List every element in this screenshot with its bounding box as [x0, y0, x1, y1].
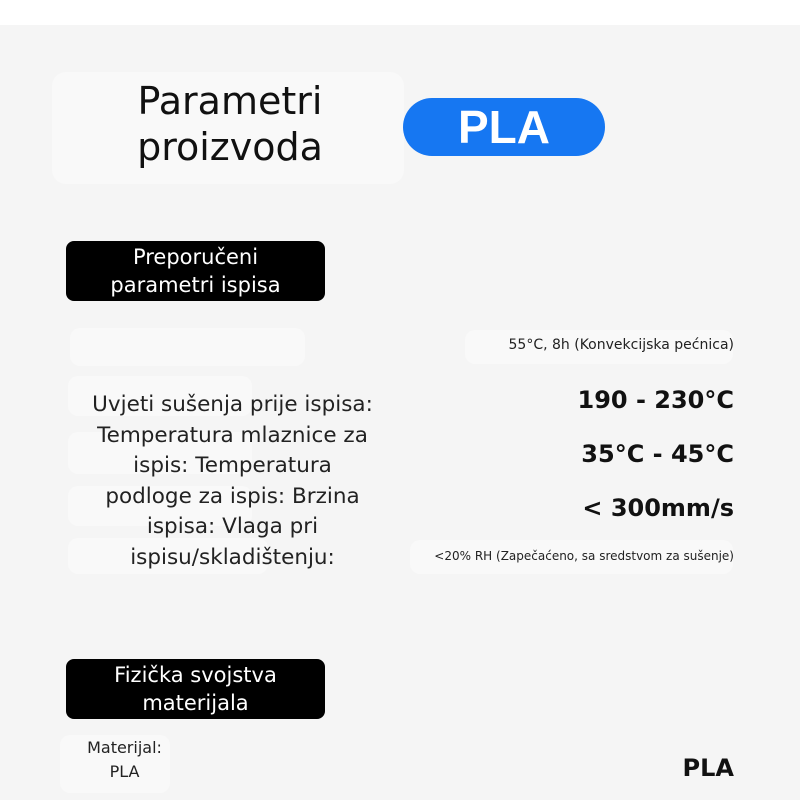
material-props-header-line2: materijala	[142, 691, 249, 715]
param-label-line: ispisa: Vlaga pri	[146, 514, 319, 539]
print-params-header-line1: Preporučeni	[132, 245, 259, 269]
param-label-line: Uvjeti sušenja prije ispisa:	[92, 392, 373, 417]
top-strip	[0, 0, 800, 25]
print-speed-value: < 300mm/s	[582, 494, 734, 522]
param-label-line: ispisu/skladištenju:	[130, 544, 335, 570]
nozzle-temp-value: 190 - 230°C	[577, 386, 734, 414]
humidity-value: <20% RH (Zapečaćeno, sa sredstvom za sušenje)	[434, 549, 734, 563]
param-label-line: Temperatura mlaznice za	[97, 422, 368, 448]
drying-value: 55°C, 8h (Konvekcijska pećnica)	[508, 337, 734, 353]
material-label-line1: Materijal:	[87, 738, 162, 757]
param-label-line: ispis: Temperatura	[133, 453, 332, 478]
material-value: PLA	[682, 754, 734, 782]
material-props-header	[66, 659, 325, 719]
print-params-header	[66, 241, 325, 301]
page-title-line2: proizvoda	[137, 125, 323, 169]
print-params-header-line2: parametri ispisa	[110, 273, 281, 297]
page-title-line1: Parametri	[137, 79, 323, 123]
param-label-line: podloge za ispis: Brzina	[105, 483, 360, 509]
material-props-header-line1: Fizička svojstva	[114, 663, 277, 687]
material-label	[72, 736, 177, 784]
material-label-line2: PLA	[109, 762, 140, 781]
print-params-labels	[70, 390, 395, 573]
material-badge: PLA	[403, 98, 605, 156]
page-title	[70, 78, 390, 170]
row-panel	[70, 328, 305, 366]
bed-temp-value: 35°C - 45°C	[581, 440, 734, 468]
